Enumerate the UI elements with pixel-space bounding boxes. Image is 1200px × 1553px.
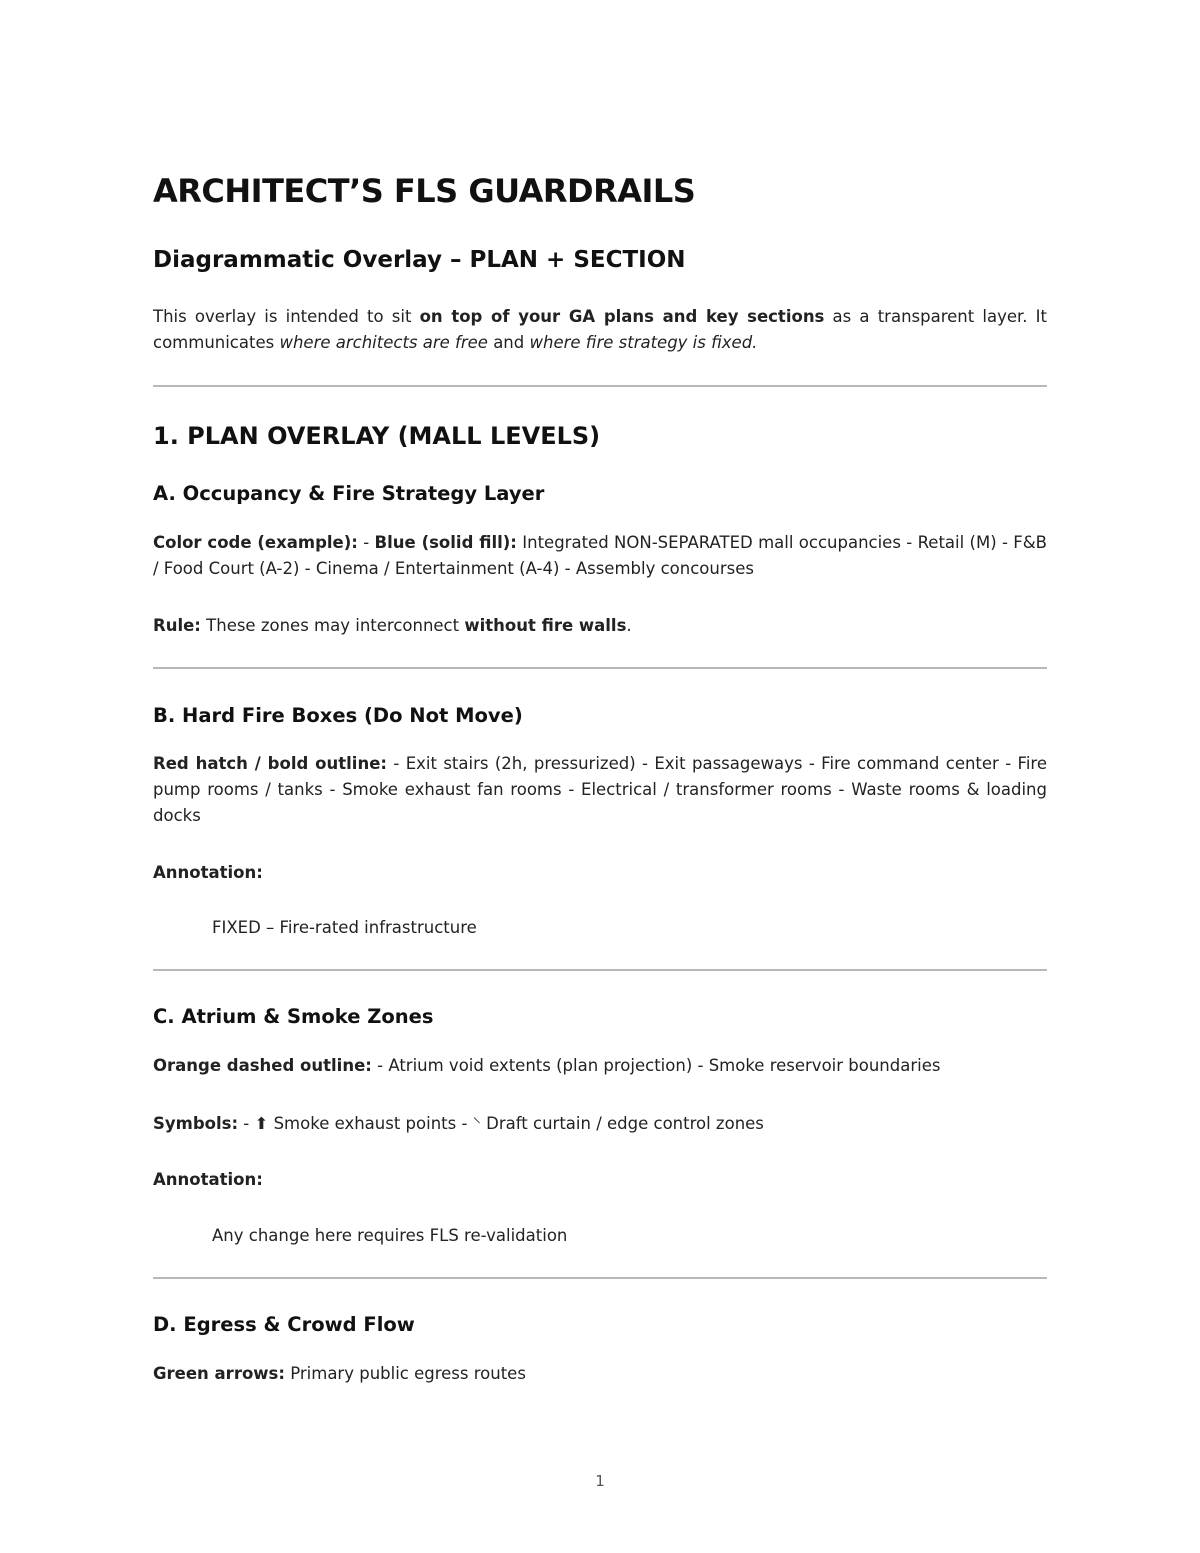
document-subtitle: Diagrammatic Overlay – PLAN + SECTION bbox=[153, 247, 686, 273]
rule-text: These zones may interconnect bbox=[200, 616, 465, 635]
symbols-paragraph bbox=[153, 1111, 1047, 1137]
rule-bold: without fire walls bbox=[464, 616, 627, 635]
page-number: 1 bbox=[595, 1472, 605, 1490]
green-text: Primary public egress routes bbox=[284, 1364, 526, 1383]
annotation-b-text: FIXED – Fire-rated infrastructure bbox=[212, 918, 477, 937]
symbols-mid: Smoke exhaust points - bbox=[268, 1114, 473, 1133]
diagonal-hatch-icon: ⸌ bbox=[472, 1114, 481, 1133]
green-label: Green arrows: bbox=[153, 1364, 285, 1383]
rule-end: . bbox=[626, 616, 632, 635]
intro-text-3: and bbox=[487, 333, 530, 352]
hard-fire-boxes-paragraph bbox=[153, 751, 1047, 829]
orange-label: Orange dashed outline: bbox=[153, 1056, 372, 1075]
horizontal-rule bbox=[153, 1277, 1047, 1279]
document-title: ARCHITECT’S FLS GUARDRAILS bbox=[153, 172, 696, 210]
symbols-label: Symbols: bbox=[153, 1114, 239, 1133]
horizontal-rule bbox=[153, 969, 1047, 971]
annotation-c-label-paragraph bbox=[153, 1167, 1047, 1193]
annotation-b-label-paragraph bbox=[153, 860, 1047, 886]
intro-text-2: as a transparent layer. It communicates bbox=[153, 307, 1047, 352]
green-arrows-paragraph bbox=[153, 1361, 1047, 1387]
orange-text: - Atrium void extents (plan projection) - Smoke reservoir boundaries bbox=[371, 1056, 941, 1075]
arrow-up-icon: ⬆ bbox=[254, 1114, 269, 1133]
color-code-sep: - bbox=[357, 533, 375, 552]
blue-text: Integrated NON-SEPARATED mall occupancies - Retail (M) - F&B / Food Court (A-2) - Cinema / Entertainment (A-4) - Assembly concourses bbox=[153, 533, 1047, 578]
intro-text-1: This overlay is intended to sit bbox=[153, 307, 420, 326]
blue-label: Blue (solid fill): bbox=[374, 533, 517, 552]
subsection-d-heading: D. Egress & Crowd Flow bbox=[153, 1313, 415, 1336]
red-hatch-label: Red hatch / bold outline: bbox=[153, 754, 387, 773]
intro-paragraph bbox=[153, 304, 1047, 356]
subsection-b-heading: B. Hard Fire Boxes (Do Not Move) bbox=[153, 704, 523, 727]
subsection-a-heading: A. Occupancy & Fire Strategy Layer bbox=[153, 482, 545, 505]
rule-label: Rule: bbox=[153, 616, 201, 635]
annotation-c-label: Annotation: bbox=[153, 1170, 263, 1189]
rule-paragraph bbox=[153, 613, 1047, 639]
color-code-paragraph bbox=[153, 530, 1047, 582]
subsection-c-heading: C. Atrium & Smoke Zones bbox=[153, 1005, 434, 1028]
orange-outline-paragraph bbox=[153, 1053, 1047, 1079]
color-code-label: Color code (example): bbox=[153, 533, 358, 552]
intro-italic-1: where architects are free bbox=[279, 333, 488, 352]
horizontal-rule bbox=[153, 667, 1047, 669]
symbols-end: Draft curtain / edge control zones bbox=[480, 1114, 764, 1133]
section-1-heading: 1. PLAN OVERLAY (MALL LEVELS) bbox=[153, 422, 601, 450]
annotation-b-label: Annotation: bbox=[153, 863, 263, 882]
intro-bold: on top of your GA plans and key sections bbox=[419, 307, 825, 326]
annotation-c-text: Any change here requires FLS re-validation bbox=[212, 1226, 568, 1245]
red-hatch-text: - Exit stairs (2h, pressurized) - Exit passageways - Fire command center - Fire pump rooms / tanks - Smoke exhaust fan rooms - Electrical / transformer rooms - Waste rooms & loading docks bbox=[153, 754, 1047, 825]
symbols-sep: - bbox=[238, 1114, 255, 1133]
horizontal-rule bbox=[153, 385, 1047, 387]
intro-italic-2: where fire strategy is fixed. bbox=[529, 333, 758, 352]
